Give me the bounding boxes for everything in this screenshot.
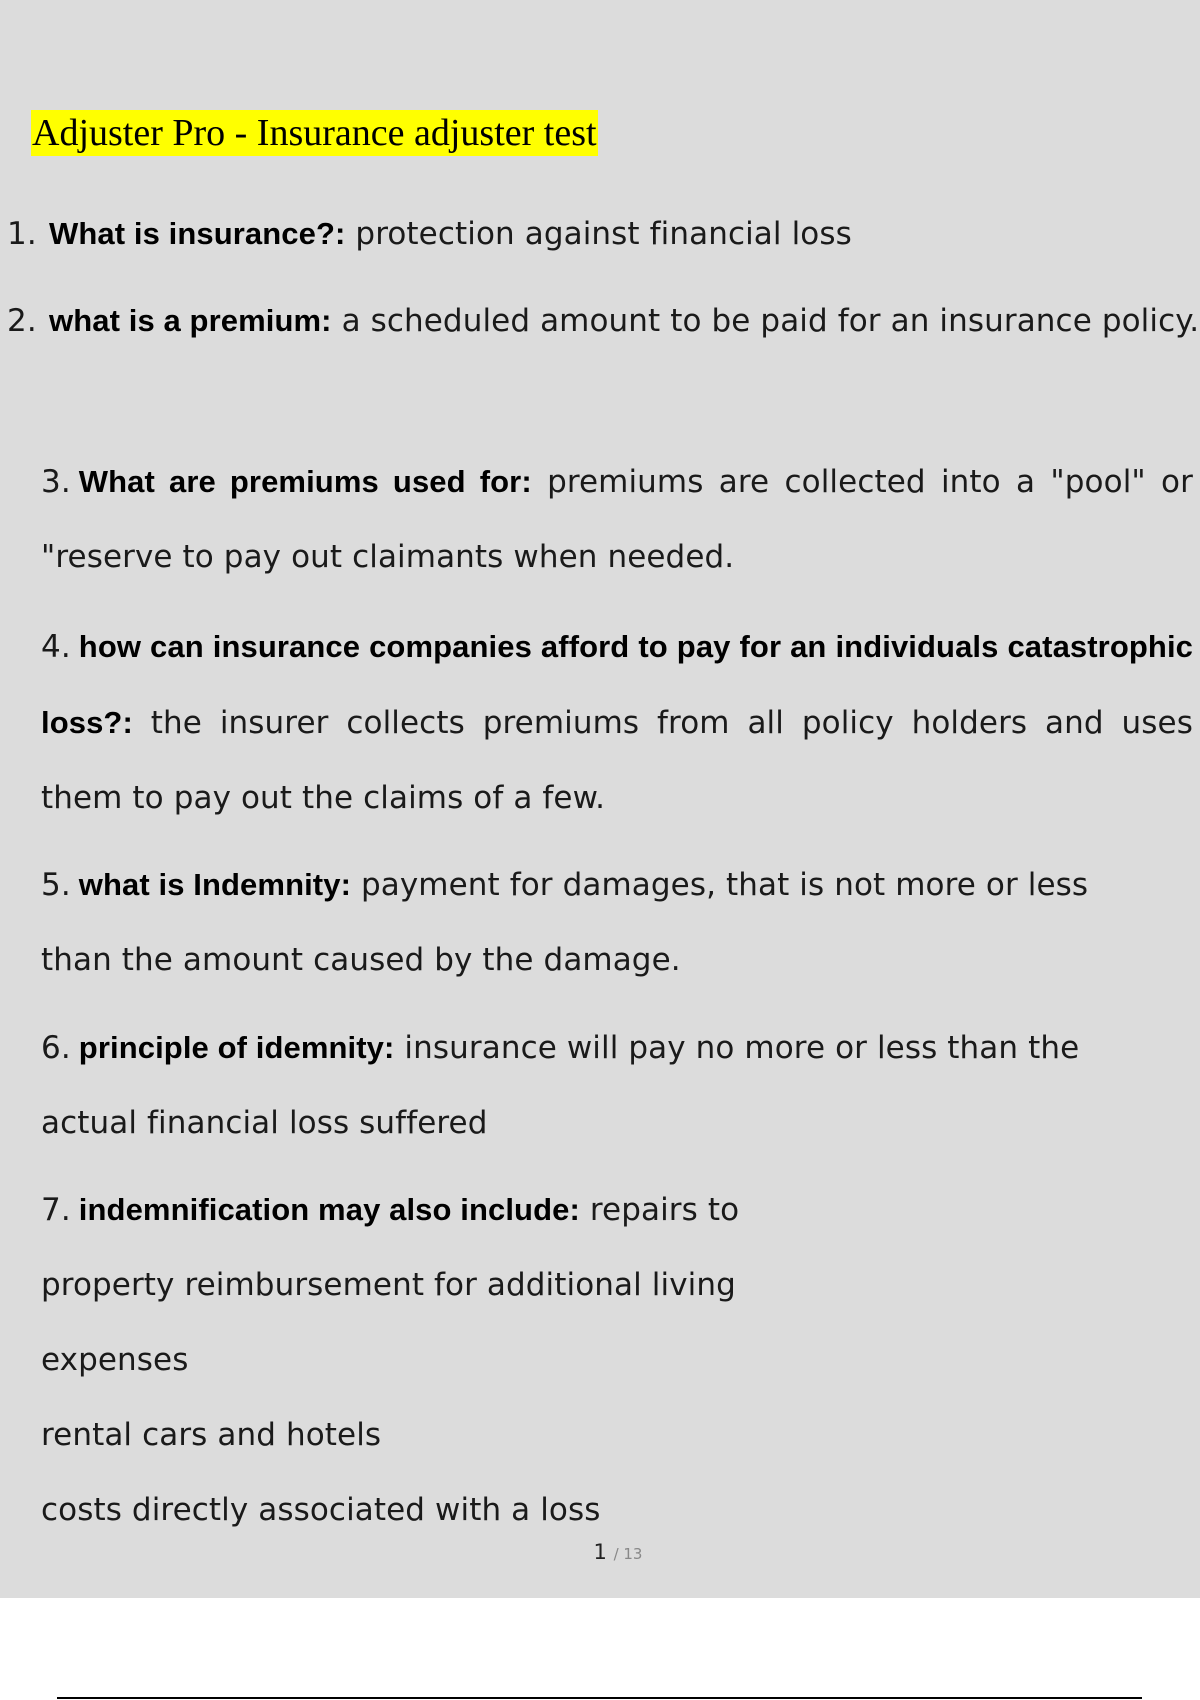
qa-item-3 xyxy=(41,444,1193,595)
item-definition-line: repairs to xyxy=(589,1192,740,1228)
item-term: what is Indemnity: xyxy=(78,867,351,902)
item-term: what is a premium: xyxy=(49,303,332,338)
item-definition-line: costs directly associated with a loss xyxy=(41,1492,601,1528)
item-number: 3. xyxy=(41,464,71,500)
qa-item-5 xyxy=(41,847,1141,998)
item-definition: the insurer collects premiums from all policy holders and uses them to pay out the claims of a few. xyxy=(41,705,1193,816)
item-definition-line: property reimbursement for additional living xyxy=(41,1267,736,1303)
qa-item-6 xyxy=(41,1010,1141,1161)
document-title: Adjuster Pro - Insurance adjuster test xyxy=(32,112,597,154)
item-number: 4. xyxy=(41,629,71,665)
item-definition: insurance will pay no more or less than the actual financial loss suffered xyxy=(41,1030,1080,1141)
item-definition: premiums are collected into a "pool" or "reserve to pay out claimants when needed. xyxy=(41,464,1193,575)
qa-item-1: 1. What is insurance?: protection against financial loss xyxy=(7,216,852,252)
item-definition: protection against financial loss xyxy=(355,216,852,252)
item-term: how can insurance companies afford to pay for an individuals catastrophic loss?: xyxy=(41,629,1193,740)
qa-item-2: 2. what is a premium: a scheduled amount to be paid for an insurance policy. xyxy=(7,303,1200,339)
item-number: 5. xyxy=(41,867,71,903)
page-divider xyxy=(57,1697,1142,1699)
qa-item-4 xyxy=(41,609,1193,836)
item-definition: a scheduled amount to be paid for an insurance policy. xyxy=(341,303,1200,339)
item-definition: payment for damages, that is not more or less than the amount caused by the damage. xyxy=(41,867,1089,978)
item-term: What is insurance?: xyxy=(49,216,346,251)
qa-item-7 xyxy=(41,1172,1193,1548)
item-term: What are premiums used for: xyxy=(78,464,532,499)
item-definition-line: expenses xyxy=(41,1342,189,1378)
item-definition-line: rental cars and hotels xyxy=(41,1417,382,1453)
item-term: indemnification may also include: xyxy=(78,1192,580,1227)
item-number: 7. xyxy=(41,1192,71,1228)
item-term: principle of idemnity: xyxy=(78,1030,395,1065)
total-pages: / 13 xyxy=(613,1545,643,1563)
item-number: 6. xyxy=(41,1030,71,1066)
current-page: 1 xyxy=(593,1540,607,1564)
page-indicator xyxy=(0,1540,1200,1564)
